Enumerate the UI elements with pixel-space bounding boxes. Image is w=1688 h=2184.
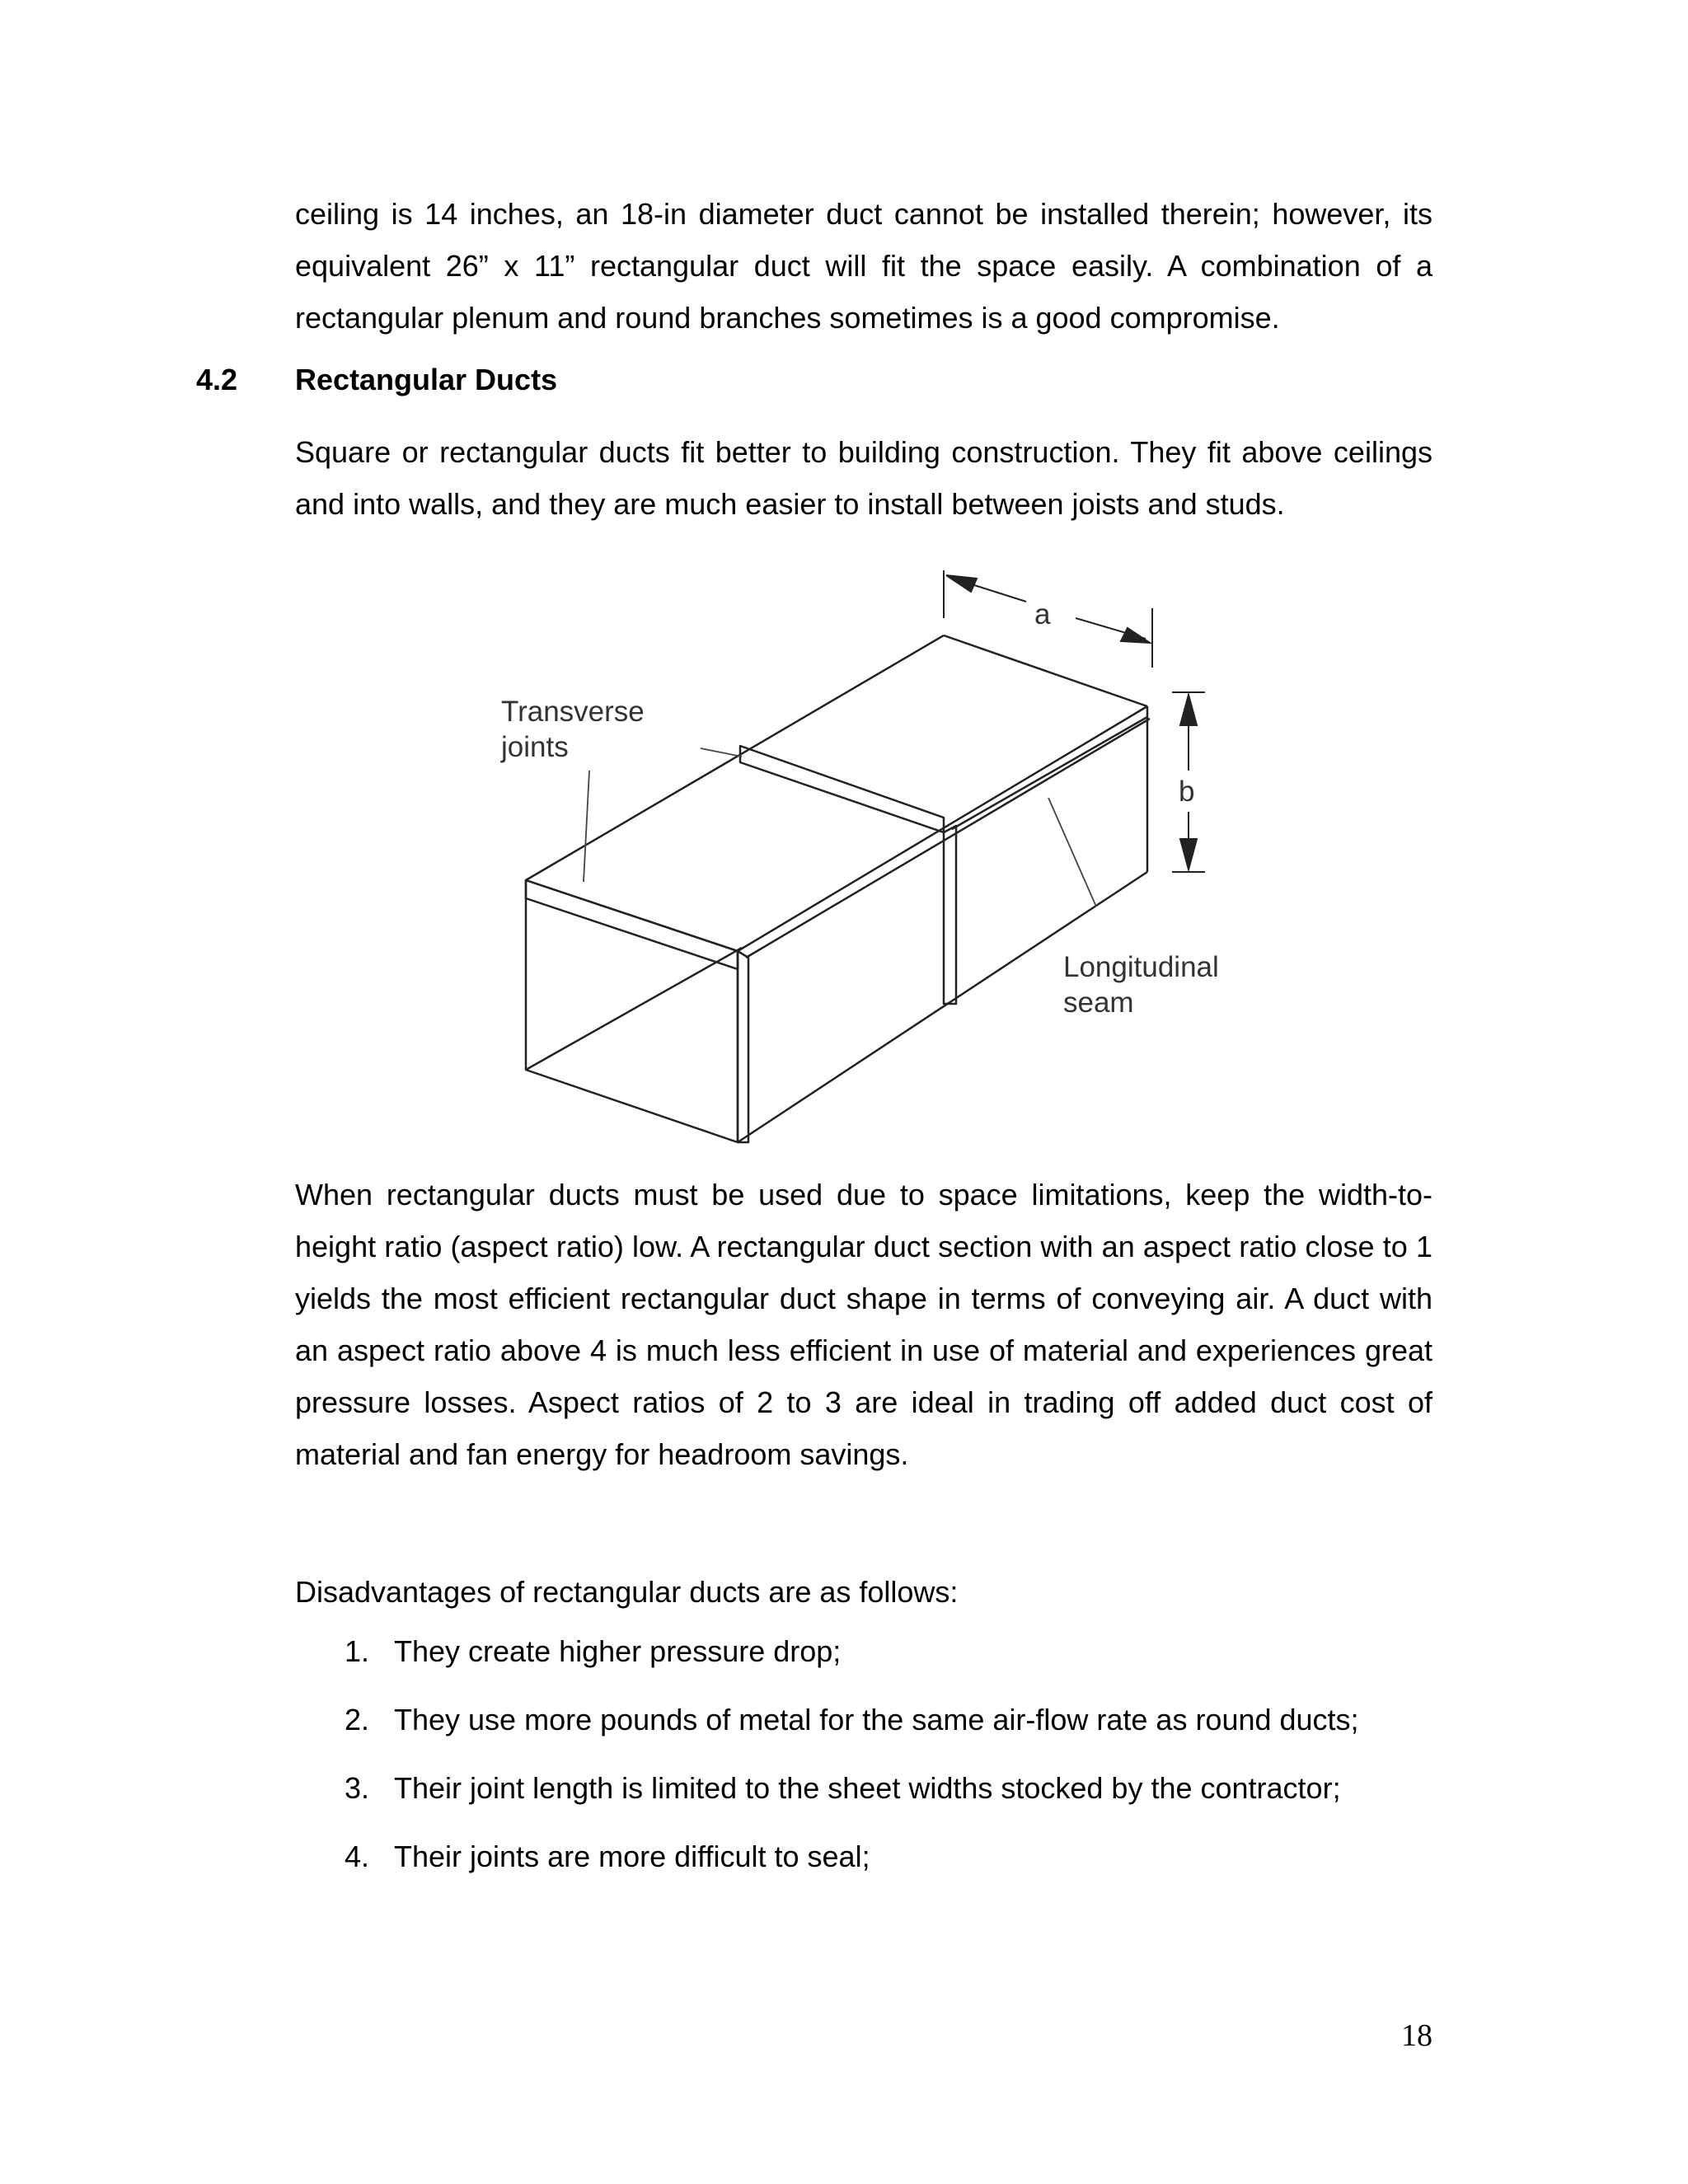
section-title: Rectangular Ducts	[295, 363, 558, 396]
list-text: They create higher pressure drop;	[394, 1634, 842, 1668]
label-b: b	[1179, 776, 1195, 808]
list-number: 1.	[345, 1634, 370, 1668]
label-longitudinal-line1: Longitudinal	[1063, 951, 1219, 983]
aspect-ratio-paragraph: When rectangular ducts must be used due to space limitations, keep the width-to-height ratio (aspect ratio) low. A rectangular duct section with an aspect ratio close to 1 yields the most efficient rectangular duct shape in terms of conveying air. A duct with an aspect ratio above 4 is much less efficient in use of material and experiences great pressure losses. Aspect ratios of 2 to 3 are ideal in trading off added duct cost of material and fan energy for headroom savings.	[295, 1178, 1432, 1471]
duct-inner-edge	[526, 948, 742, 1070]
intro-paragraph: ceiling is 14 inches, an 18-in diameter duct cannot be installed therein; however, its equivalent 26” x 11” rectangular duct will fit the space easily. A combination of a rectangular plenum and round branches sometimes is a good compromise.	[295, 197, 1432, 335]
list-number: 4.	[345, 1840, 370, 1873]
label-a: a	[1034, 598, 1051, 630]
label-transverse-line1: Transverse	[501, 696, 645, 728]
longitudinal-leader	[1048, 798, 1096, 907]
disadvantages-intro: Disadvantages of rectangular ducts are as follows:	[295, 1575, 959, 1609]
label-longitudinal-line2: seam	[1063, 987, 1134, 1019]
list-number: 2.	[345, 1703, 370, 1736]
list-text: They use more pounds of metal for the same air-flow rate as round ducts;	[394, 1703, 1359, 1736]
middle-vertical-flange	[944, 826, 956, 1004]
middle-transverse-joint-flange	[740, 746, 944, 832]
page-number: 18	[1401, 2018, 1432, 2053]
section-number: 4.2	[196, 363, 238, 396]
list-text: Their joint length is limited to the sheet widths stocked by the contractor;	[394, 1771, 1341, 1805]
longitudinal-seam-line	[746, 719, 1150, 958]
rectangular-duct-diagram	[495, 560, 1236, 1154]
label-transverse-line2: joints	[501, 731, 569, 763]
seam-offset-line	[952, 717, 1147, 829]
duct-front-face	[526, 880, 738, 1142]
duct-top-back-edge	[944, 635, 1147, 706]
front-transverse-joint-flange	[526, 880, 738, 969]
section-paragraph: Square or rectangular ducts fit better to building construction. They fit above ceilings and into walls, and they are much easier to install between joists and studs.	[295, 435, 1432, 521]
list-number: 3.	[345, 1771, 370, 1805]
duct-top-left-edge	[526, 635, 944, 880]
list-text: Their joints are more difficult to seal;	[394, 1840, 870, 1873]
front-vertical-flange	[738, 951, 748, 1142]
duct-top-front-edge	[738, 706, 1147, 951]
